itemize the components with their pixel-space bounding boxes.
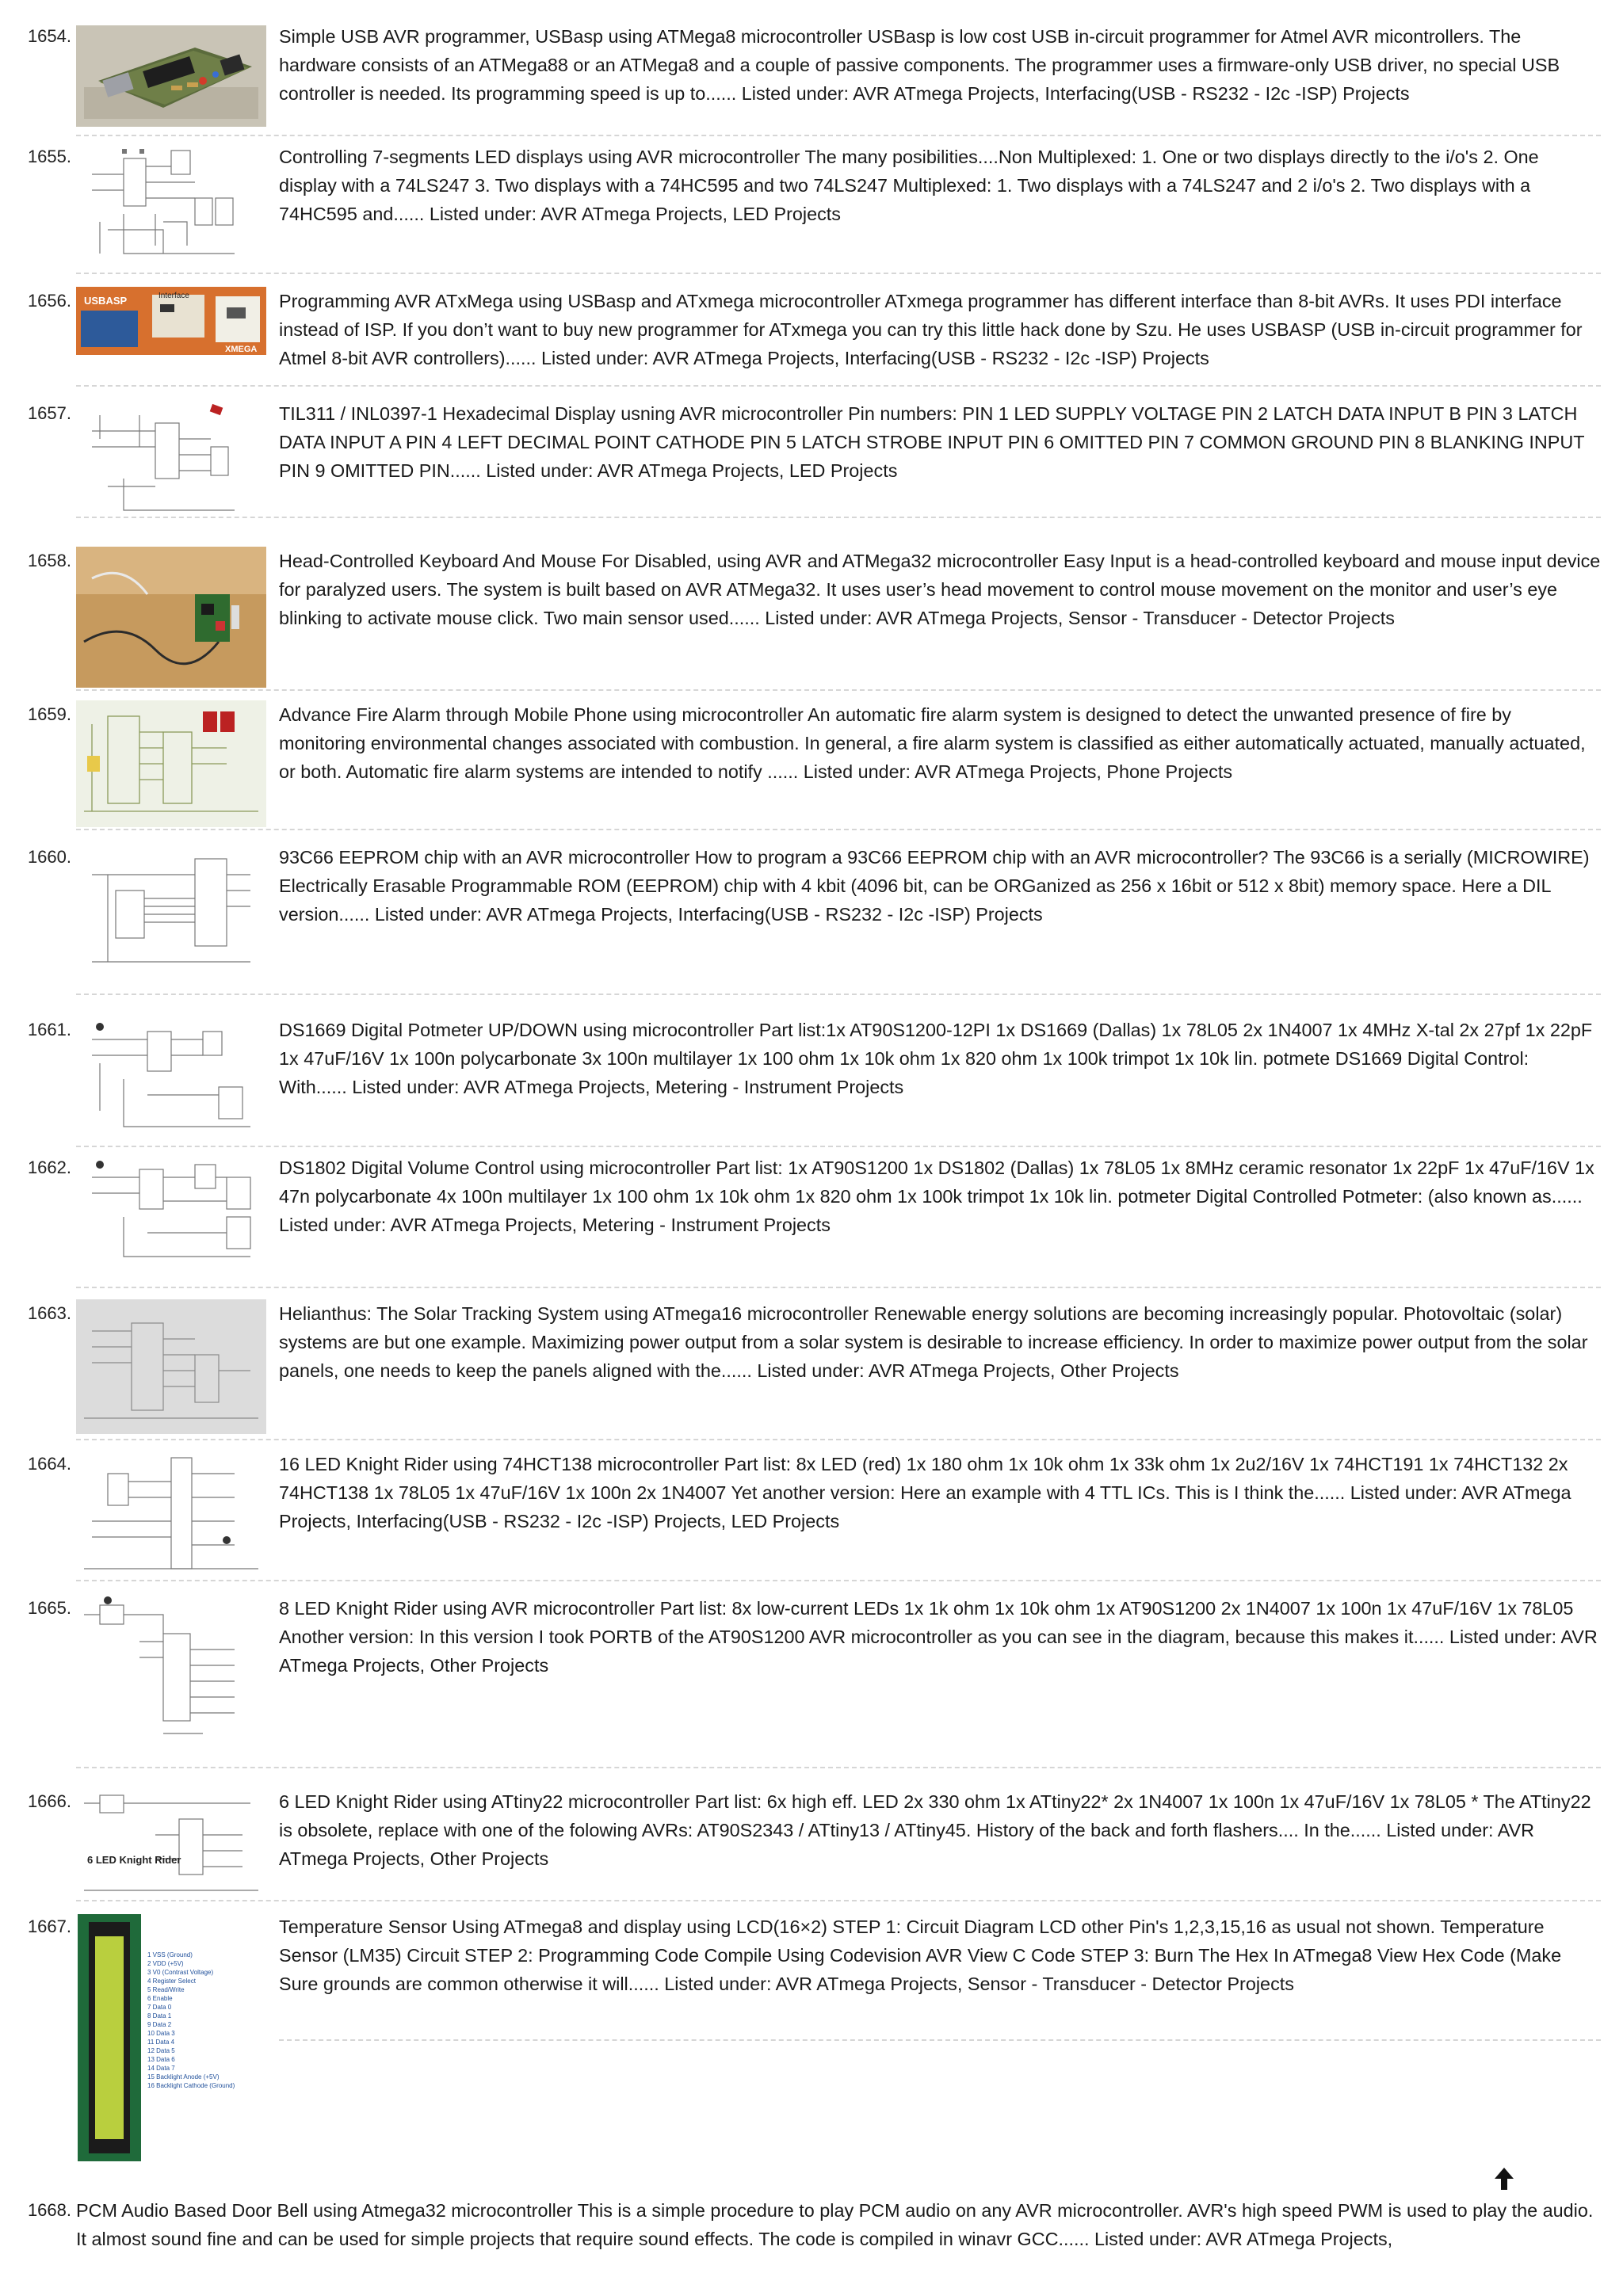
item-thumbnail[interactable] xyxy=(76,1154,266,1269)
lcd-pin-label: 8 Data 1 xyxy=(147,2012,172,2019)
lcd-pin-label: 15 Backlight Anode (+5V) xyxy=(147,2073,220,2081)
item-number: 1655. xyxy=(27,147,71,166)
item-description[interactable]: 16 LED Knight Rider using 74HCT138 microcontroller Part list: 8x LED (red) 1x 180 ohm 1x 10k ohm 1x 33k ohm 1x 2u2/16V 1x 74HCT191 1x 74HCT132 2x 74HCT138 1x 78L05 1x 47uF/16V 1x 100n 2x 1N4007 Yet another version: Here an example with 4 TTL ICs. This is I think the...... Listed under: AVR ATmega Projects, Interfacing(USB - RS232 - I2c -ISP) Projects, LED Projects xyxy=(279,1454,1571,1531)
separator xyxy=(76,1767,1601,1768)
item-number: 1654. xyxy=(27,26,71,46)
separator xyxy=(76,1580,1601,1581)
item-description[interactable]: PCM Audio Based Door Bell using Atmega32 microcontroller This is a simple procedure to play PCM audio on any AVR microcontroller. AVR's high speed PWM is used to play the audio. It almost sound fine and can be used for simple projects that require sound effects. The code is compiled in winavr GCC...... Listed under: AVR ATmega Projects, xyxy=(76,2200,1594,2249)
item-thumbnail[interactable] xyxy=(76,399,266,520)
item-description[interactable]: DS1669 Digital Potmeter UP/DOWN using microcontroller Part list:1x AT90S1200-12PI 1x DS1669 (Dallas) 1x 78L05 2x 1N4007 1x 4MHz X-tal 2x 27pf 1x 22pF 1x 47uF/16V 1x 100n polycarbonate 3x 100n multilayer 1x 100 ohm 1x 10k ohm 1x 820 ohm 1x 100k trimpot 1x 10k lin. potmete DS1669 Digital Control: With...... Listed under: AVR ATmega Projects, Metering - Instrument Projects xyxy=(279,1020,1593,1097)
item-thumbnail[interactable] xyxy=(76,700,266,827)
item-thumbnail[interactable] xyxy=(76,547,266,688)
list-item xyxy=(0,287,1623,383)
schematic-image xyxy=(76,1594,266,1749)
lcd-pin-label: 11 Data 4 xyxy=(147,2039,175,2046)
separator xyxy=(76,385,1601,387)
item-number: 1665. xyxy=(27,1598,71,1618)
item-number: 1663. xyxy=(27,1303,71,1323)
lcd-pinout-image xyxy=(76,1913,266,2163)
schematic-image xyxy=(76,843,266,976)
thumbnail-label-xmega: XMEGA xyxy=(225,345,258,354)
item-thumbnail[interactable] xyxy=(76,287,266,355)
fire-alarm-schematic-image xyxy=(76,700,266,827)
item-number: 1668. xyxy=(27,2200,71,2220)
item-thumbnail[interactable] xyxy=(76,1787,266,1905)
item-thumbnail[interactable] xyxy=(76,1594,266,1749)
item-description[interactable]: Programming AVR ATxMega using USBasp and ATxmega microcontroller ATxmega programmer has different interface than 8-bit AVRs. It uses PDI interface instead of ISP. If you don’t want to buy new programmer for ATxmega you can try this little hack done by Szu. He uses USBASP (USB in-circuit programmer for Atmel 8-bit AVR controllers)...... Listed under: AVR ATmega Projects, Interfacing(USB - RS232 - I2c -ISP) Projects xyxy=(279,291,1583,368)
thumbnail-label-interface: Interface xyxy=(158,292,189,300)
item-number: 1662. xyxy=(27,1158,71,1177)
item-description[interactable]: TIL311 / INL0397-1 Hexadecimal Display usning AVR microcontroller Pin numbers: PIN 1 LED SUPPLY VOLTAGE PIN 2 LATCH DATA INPUT B PIN 3 LATCH DATA INPUT A PIN 4 LEFT DECIMAL POINT CATHODE PIN 5 LATCH STROBE INPUT PIN 6 OMITTED PIN 7 COMMON GROUND PIN 8 BLANKING INPUT PIN 9 OMITTED PIN...... Listed under: AVR ATmega Projects, LED Projects xyxy=(279,403,1585,481)
arrow-up-icon xyxy=(1490,2164,1518,2193)
item-description[interactable]: 93C66 EEPROM chip with an AVR microcontroller How to program a 93C66 EEPROM chip with an AVR microcontroller? The 93C66 is a serially (MICROWIRE) Electrically Erasable Programmable ROM (EEPROM) chip with 4 kbit (4096 bit, can be ORGanized as 256 x 16bit or 512 x 8bit) memory space. Here a DIL version...... Listed under: AVR ATmega Projects, Interfacing(USB - RS232 - I2c -ISP) Projects xyxy=(279,847,1590,925)
lcd-pin-label: 16 Backlight Cathode (Ground) xyxy=(147,2082,235,2089)
item-description[interactable]: Controlling 7-segments LED displays using AVR microcontroller The many posibilities....Non Multiplexed: 1. One or two displays directly to the i/o's 2. One display with a 74LS247 3. Two displays with a 74HC595 and two 74LS247 Multiplexed: 1. Two displays with a 74LS247 and 2 i/o's 2. Two displays with a 74HC595 and...... Listed under: AVR ATmega Projects, LED Projects xyxy=(279,147,1539,224)
item-description[interactable]: DS1802 Digital Volume Control using microcontroller Part list: 1x AT90S1200 1x DS1802 (Dallas) 1x 78L05 1x 8MHz ceramic resonator 1x 22pF 1x 47uF/16V 1x 47n polycarbonate 4x 100n multilayer 1x 100 ohm 1x 10k ohm 1x 820 ohm 1x 100k trimpot 1x 10k lin. potmeter Digital Controlled Potmeter: (also known as...... Listed under: AVR ATmega Projects, Metering - Instrument Projects xyxy=(279,1158,1594,1235)
lcd-pin-label: 13 Data 6 xyxy=(147,2056,175,2063)
lcd-pin-label: 10 Data 3 xyxy=(147,2030,175,2037)
list-item xyxy=(0,399,1623,515)
list-item xyxy=(0,22,1623,135)
item-thumbnail[interactable] xyxy=(76,843,266,976)
schematic-image xyxy=(76,1016,266,1141)
usbasp-xmega-photo-image xyxy=(76,287,266,355)
lcd-pin-label: 4 Register Select xyxy=(147,1978,196,1985)
lcd-pin-label: 1 VSS (Ground) xyxy=(147,1951,193,1958)
item-thumbnail[interactable] xyxy=(76,1913,266,2163)
item-description[interactable]: Head-Controlled Keyboard And Mouse For Disabled, using AVR and ATMega32 microcontroller Easy Input is a head-controlled keyboard and mouse input device for paralyzed users. The system is built based on AVR ATMega32. It uses user’s head movement to control mouse movement on the monitor and user’s eye blinking to activate mouse click. Two main sensor used...... Listed under: AVR ATmega Projects, Sensor - Transducer - Detector Projects xyxy=(279,551,1601,628)
item-number: 1666. xyxy=(27,1791,71,1811)
head-controlled-device-photo-image xyxy=(76,547,266,688)
list-item xyxy=(0,843,1623,994)
separator xyxy=(76,1287,1601,1288)
thumbnail-label: 6 LED Knight Rider xyxy=(87,1854,181,1866)
item-number: 1667. xyxy=(27,1917,71,1936)
list-item xyxy=(0,1016,1623,1142)
schematic-image xyxy=(76,143,266,266)
lcd-pin-label: 7 Data 0 xyxy=(147,2004,172,2011)
item-thumbnail[interactable] xyxy=(76,25,266,127)
list-item xyxy=(0,547,1623,686)
scroll-to-top-button[interactable] xyxy=(1490,2164,1518,2193)
item-description[interactable]: Temperature Sensor Using ATmega8 and display using LCD(16×2) STEP 1: Circuit Diagram LCD other Pin's 1,2,3,15,16 as usual not shown. Temperature Sensor (LM35) Circuit STEP 2: Programming Code Compile Using Codevision AVR View C Code STEP 3: Burn The Hex In ATmega8 View Hex Code (Make Sure grounds are common otherwise it will...... Listed under: AVR ATmega Projects, Sensor - Transducer - Detector Projects xyxy=(279,1917,1562,1994)
separator xyxy=(279,2039,1601,2041)
lcd-pin-label: 9 Data 2 xyxy=(147,2021,172,2028)
item-number: 1657. xyxy=(27,403,71,423)
usb-programmer-photo-image xyxy=(76,25,266,127)
item-description[interactable]: Simple USB AVR programmer, USBasp using ATMega8 microcontroller USBasp is low cost USB in-circuit programmer for Atmel AVR micontrollers. The hardware consists of an ATMega88 or an ATMega8 and a couple of passive components. The programmer uses a firmware-only USB driver, no special USB controller is needed. Its programming speed is up to...... Listed under: AVR ATmega Projects, Interfacing(USB - RS232 - I2c -ISP) Projects xyxy=(279,26,1560,104)
item-number: 1664. xyxy=(27,1454,71,1474)
schematic-image xyxy=(76,1450,266,1578)
solar-tracker-schematic-image xyxy=(76,1299,266,1434)
list-item xyxy=(0,1154,1623,1288)
separator xyxy=(76,135,1601,136)
lcd-pin-label: 2 VDD (+5V) xyxy=(147,1960,184,1967)
item-description[interactable]: Helianthus: The Solar Tracking System using ATmega16 microcontroller Renewable energy solutions are becoming increasingly popular. Photovoltaic (solar) systems are but one example. Maximizing power output from a solar system is desirable to increase efficiency. In order to maximize power output from the solar panels, one needs to keep the panels aligned with the...... Listed under: AVR ATmega Projects, Other Projects xyxy=(279,1303,1588,1381)
list-item xyxy=(0,1450,1623,1578)
item-description[interactable]: 6 LED Knight Rider using ATtiny22 microcontroller Part list: 6x high eff. LED 2x 330 ohm 1x ATtiny22* 2x 1N4007 1x 100n 1x 47uF/16V 1x 78L05 * The ATtiny22 is obsolete, replace with one of the folowing AVRs: AT90S2343 / ATtiny13 / ATtiny45. History of the back and forth flashers.... In the...... Listed under: AVR ATmega Projects, Other Projects xyxy=(279,1791,1591,1869)
item-number: 1661. xyxy=(27,1020,71,1039)
item-thumbnail[interactable] xyxy=(76,143,266,266)
separator xyxy=(76,1146,1601,1147)
lcd-pin-label: 3 V0 (Contrast Voltage) xyxy=(147,1969,214,1976)
separator xyxy=(76,273,1601,274)
lcd-pin-label: 12 Data 5 xyxy=(147,2047,175,2054)
separator xyxy=(76,689,1601,691)
lcd-pin-label: 14 Data 7 xyxy=(147,2065,175,2072)
separator xyxy=(76,994,1601,995)
item-thumbnail[interactable] xyxy=(76,1016,266,1141)
item-number: 1659. xyxy=(27,704,71,724)
item-number: 1658. xyxy=(27,551,71,570)
lcd-pin-label: 5 Read/Write xyxy=(147,1986,185,1993)
list-item xyxy=(0,700,1623,826)
item-description[interactable]: 8 LED Knight Rider using AVR microcontroller Part list: 8x low-current LEDs 1x 1k ohm 1x 10k ohm 1x AT90S1200 2x 1N4007 1x 100n 1x 47uF/16V 1x 78L05 Another version: In this version I took PORTB of the AT90S1200 AVR microcontroller as you can see in the diagram, because this makes it...... Listed under: AVR ATmega Projects, Other Projects xyxy=(279,1598,1598,1676)
list-item xyxy=(0,1594,1623,1760)
list-item xyxy=(0,143,1623,269)
schematic-image xyxy=(76,1787,266,1905)
thumbnail-label-usbasp: USBASP xyxy=(84,295,128,307)
lcd-pin-label: 6 Enable xyxy=(147,1995,173,2002)
schematic-image xyxy=(76,1154,266,1269)
separator xyxy=(76,1439,1601,1440)
item-number: 1656. xyxy=(27,291,71,311)
item-description[interactable]: Advance Fire Alarm through Mobile Phone using microcontroller An automatic fire alarm system is designed to detect the unwanted presence of fire by monitoring environmental changes associated with combustion. In general, a fire alarm system is classified as either automatically actuated, manually actuated, or both. Automatic fire alarm systems are intended to notify ...... Listed under: AVR ATmega Projects, Phone Projects xyxy=(279,704,1586,782)
list-item xyxy=(0,1299,1623,1436)
item-number: 1660. xyxy=(27,847,71,867)
list-item xyxy=(0,1787,1623,1898)
separator xyxy=(76,1900,1601,1901)
separator xyxy=(76,517,1601,518)
separator xyxy=(76,829,1601,830)
item-thumbnail[interactable] xyxy=(76,1299,266,1434)
schematic-image xyxy=(76,399,266,520)
item-thumbnail[interactable] xyxy=(76,1450,266,1578)
